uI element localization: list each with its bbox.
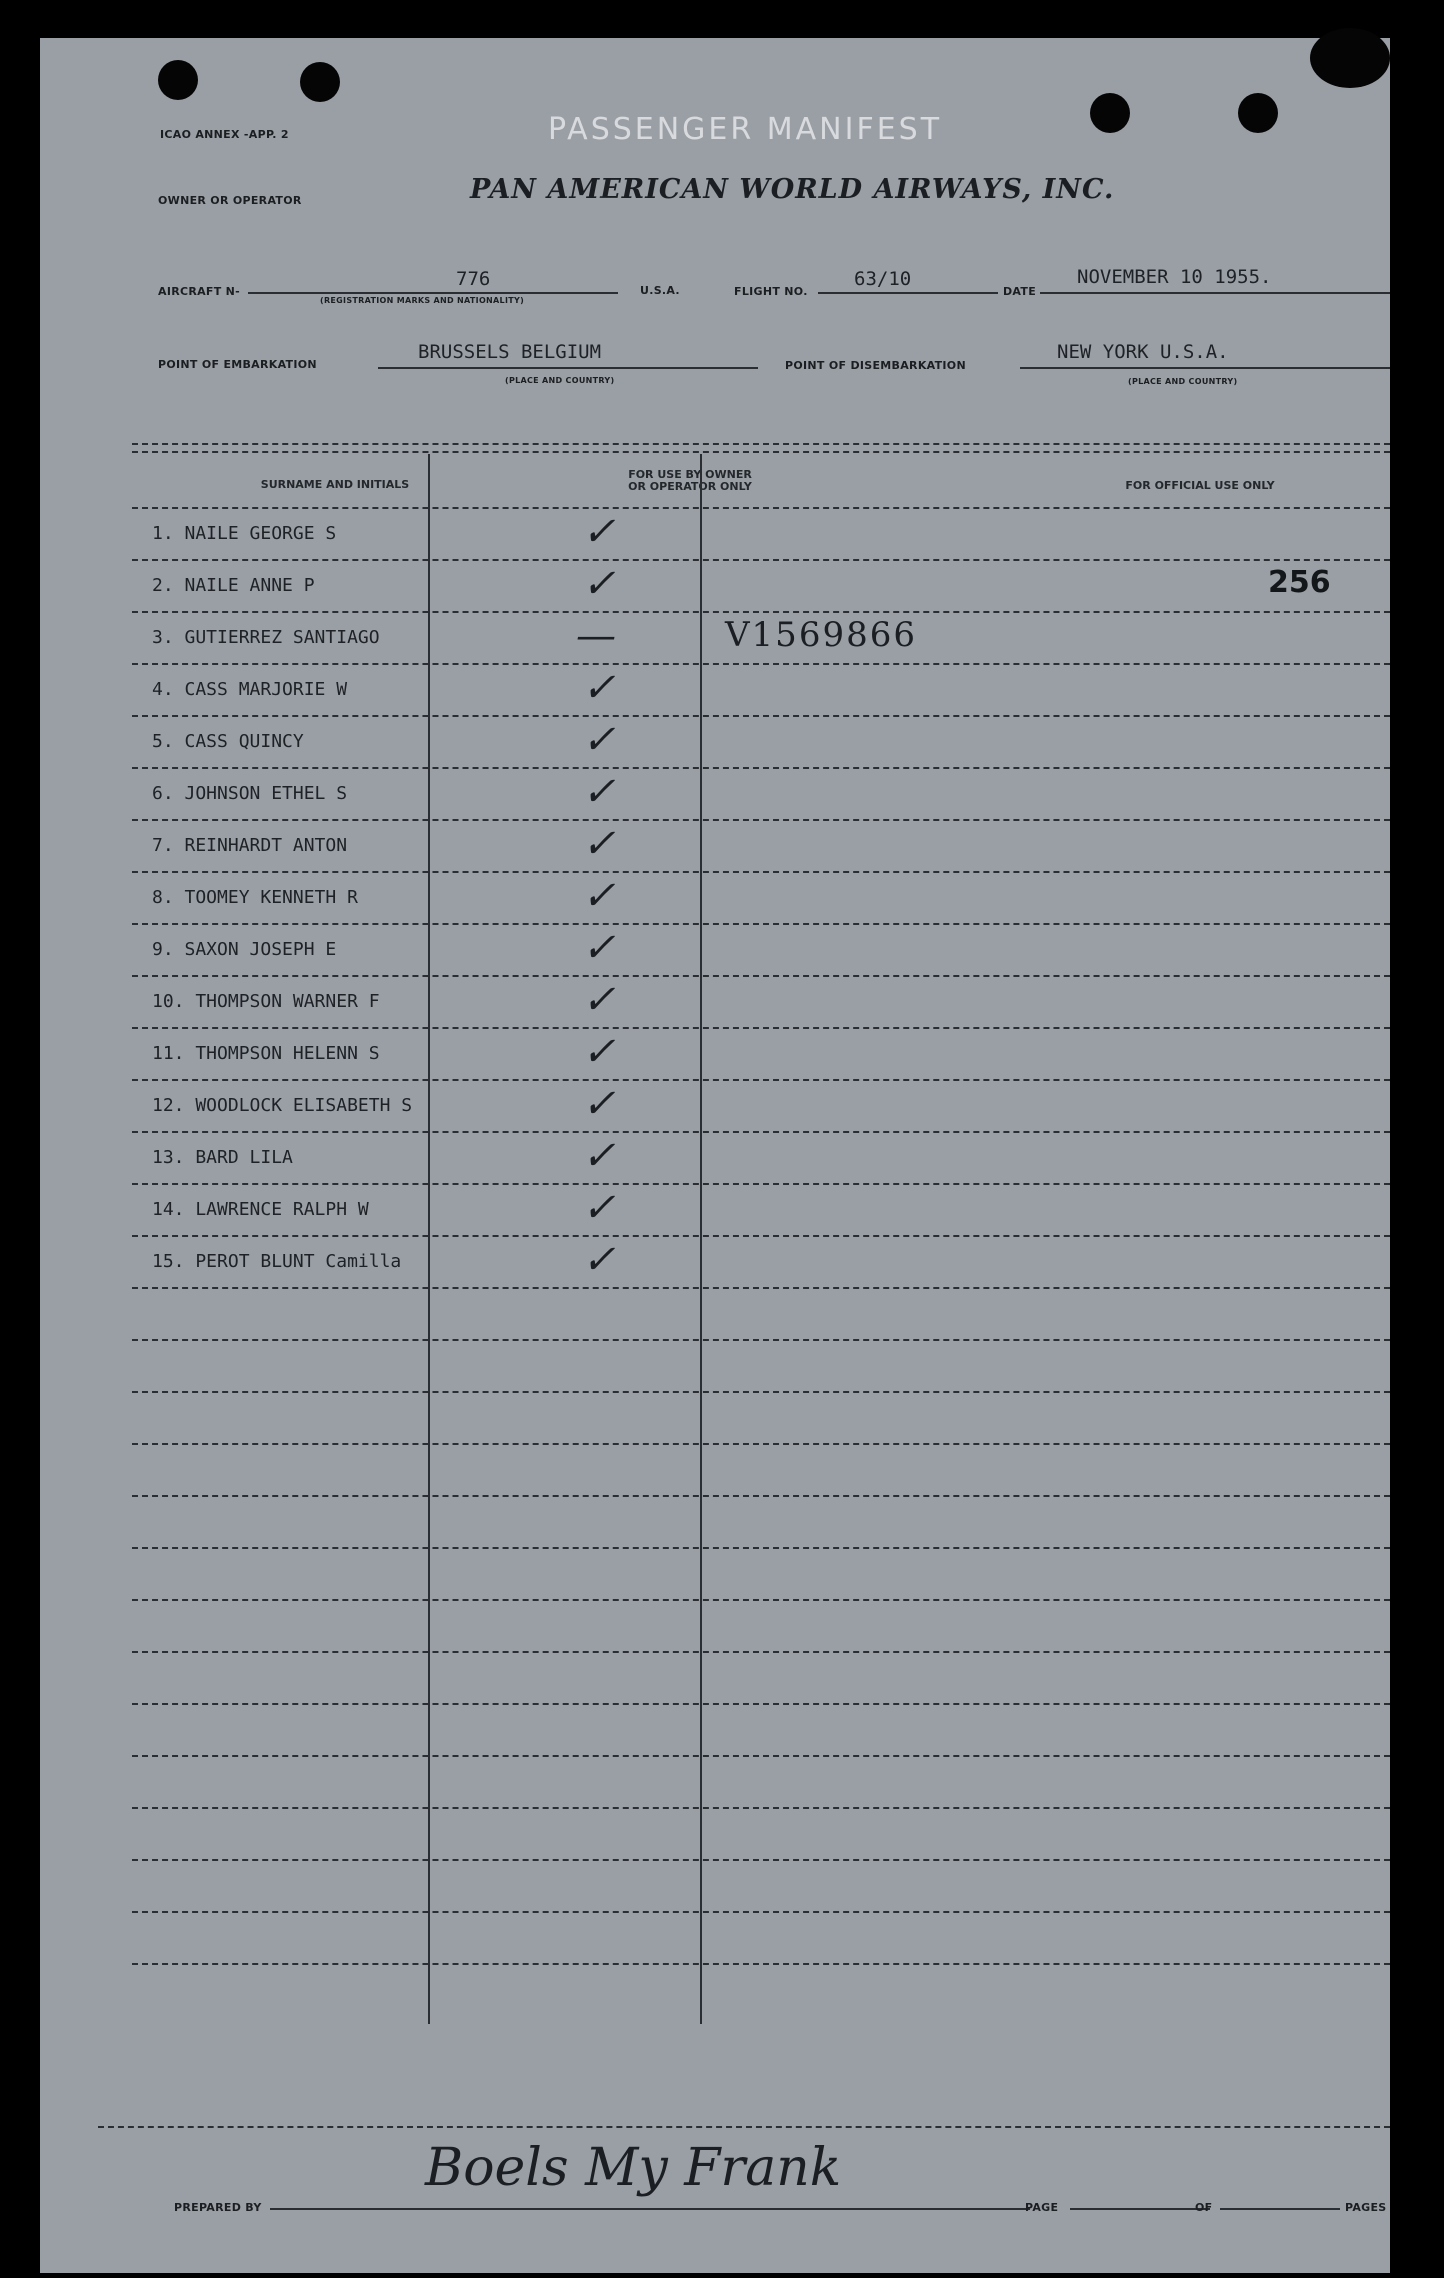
row-rule (132, 1599, 1390, 1601)
date-label: DATE (1003, 285, 1037, 298)
table-row (40, 561, 1390, 615)
row-rule (132, 1807, 1390, 1809)
of-label: OF (1195, 2201, 1213, 2214)
row-rule (132, 1339, 1390, 1341)
passenger-name: 4. CASS MARJORIE W (152, 679, 348, 700)
passenger-name: 14. LAWRENCE RALPH W (152, 1199, 369, 1220)
table-row (40, 1029, 1390, 1083)
date-rule (1040, 292, 1390, 294)
table-row (40, 769, 1390, 823)
disembarkation-label: POINT OF DISEMBARKATION (785, 359, 966, 372)
footer-rule (98, 2126, 1390, 2128)
check-mark-icon: ✓ (582, 509, 616, 555)
passenger-name: 1. NAILE GEORGE S (152, 523, 337, 544)
aircraft-rule (248, 292, 618, 294)
check-mark-icon: ✓ (582, 1081, 616, 1127)
passenger-name: 5. CASS QUINCY (152, 731, 304, 752)
owner-note: V1569866 (725, 615, 917, 655)
table-row (40, 821, 1390, 875)
check-mark-icon: ✓ (582, 1029, 616, 1075)
disembark-place-caption: (PLACE AND COUNTRY) (1128, 377, 1238, 386)
table-row (40, 665, 1390, 719)
passenger-name: 11. THOMPSON HELENN S (152, 1043, 380, 1064)
embark-place-caption: (PLACE AND COUNTRY) (505, 376, 615, 385)
passenger-name: 8. TOOMEY KENNETH R (152, 887, 358, 908)
column-header-owner-1: FOR USE BY OWNER (628, 468, 752, 481)
usa-label: U.S.A. (640, 284, 680, 297)
check-mark-icon: ✓ (582, 717, 616, 763)
embark-rule (378, 367, 758, 369)
company-name: PAN AMERICAN WORLD AIRWAYS, INC. (470, 174, 1115, 205)
check-mark-icon: ✓ (582, 977, 616, 1023)
flight-rule (818, 292, 998, 294)
table-row (40, 873, 1390, 927)
form-title: PASSENGER MANIFEST (548, 112, 943, 147)
punch-hole (300, 62, 340, 102)
owner-operator-label: OWNER OR OPERATOR (158, 194, 302, 207)
check-mark-icon: ✓ (582, 769, 616, 815)
punch-hole (1090, 93, 1130, 133)
check-mark-icon: ✓ (582, 1133, 616, 1179)
flight-number: 63/10 (854, 268, 912, 290)
passenger-name: 10. THOMPSON WARNER F (152, 991, 380, 1012)
row-rule (132, 1391, 1390, 1393)
row-rule (132, 1703, 1390, 1705)
table-row (40, 717, 1390, 771)
aircraft-number: 776 (456, 268, 491, 290)
row-rule (132, 1547, 1390, 1549)
column-header-official: FOR OFFICIAL USE ONLY (1125, 479, 1275, 492)
row-rule (132, 1495, 1390, 1497)
table-row (40, 925, 1390, 979)
table-top-rule (132, 443, 1390, 445)
row-rule (132, 1859, 1390, 1861)
passenger-name: 7. REINHARDT ANTON (152, 835, 348, 856)
page-rule (1070, 2208, 1210, 2210)
check-mark-icon: ✓ (582, 561, 616, 607)
row-rule (132, 1443, 1390, 1445)
column-header-owner-2: OR OPERATOR ONLY (628, 480, 752, 493)
passenger-name: 9. SAXON JOSEPH E (152, 939, 337, 960)
passenger-name: 2. NAILE ANNE P (152, 575, 315, 596)
table-row (40, 1133, 1390, 1187)
column-header-surname: SURNAME AND INITIALS (260, 478, 410, 491)
row-rule (132, 1755, 1390, 1757)
check-mark-icon: ✓ (582, 1237, 616, 1283)
page-label: PAGE (1025, 2201, 1059, 2214)
check-mark-icon: ✓ (582, 873, 616, 919)
table-row (40, 613, 1390, 667)
passenger-name: 6. JOHNSON ETHEL S (152, 783, 348, 804)
punch-hole (1310, 28, 1390, 88)
table-top-rule (132, 451, 1390, 453)
passenger-name: 12. WOODLOCK ELISABETH S (152, 1095, 413, 1116)
disembark-rule (1020, 367, 1390, 369)
manifest-sheet (40, 38, 1390, 2273)
punch-hole (1238, 93, 1278, 133)
row-rule (132, 1651, 1390, 1653)
registration-caption: (REGISTRATION MARKS AND NATIONALITY) (320, 296, 525, 305)
dash-mark-icon: — (576, 613, 616, 659)
passenger-name: 15. PEROT BLUNT Camilla (152, 1251, 402, 1272)
check-mark-icon: ✓ (582, 821, 616, 867)
check-mark-icon: ✓ (582, 925, 616, 971)
passenger-name: 13. BARD LILA (152, 1147, 293, 1168)
table-row (40, 509, 1390, 563)
disembarkation-value: NEW YORK U.S.A. (1057, 341, 1229, 363)
signature-rule (270, 2208, 1030, 2210)
embarkation-label: POINT OF EMBARKATION (158, 358, 317, 371)
embarkation-value: BRUSSELS BELGIUM (418, 341, 602, 363)
row-rule (132, 1911, 1390, 1913)
row-rule (132, 507, 1390, 509)
date-value: NOVEMBER 10 1955. (1077, 266, 1272, 288)
flight-label: FLIGHT NO. (734, 285, 808, 298)
prepared-by-label: PREPARED BY (174, 2201, 262, 2214)
check-mark-icon: ✓ (582, 665, 616, 711)
official-note: 256 (1268, 565, 1331, 600)
check-mark-icon: ✓ (582, 1185, 616, 1231)
table-row (40, 1081, 1390, 1135)
of-rule (1220, 2208, 1340, 2210)
pages-label: PAGES (1345, 2201, 1387, 2214)
passenger-name: 3. GUTIERREZ SANTIAGO (152, 627, 380, 648)
preparer-signature: Boels My Frank (425, 2138, 842, 2198)
table-row (40, 1237, 1390, 1291)
table-row (40, 977, 1390, 1031)
punch-hole (158, 60, 198, 100)
table-row (40, 1185, 1390, 1239)
row-rule (132, 1963, 1390, 1965)
icao-reference: ICAO ANNEX -APP. 2 (160, 128, 289, 141)
aircraft-label: AIRCRAFT N- (158, 285, 241, 298)
